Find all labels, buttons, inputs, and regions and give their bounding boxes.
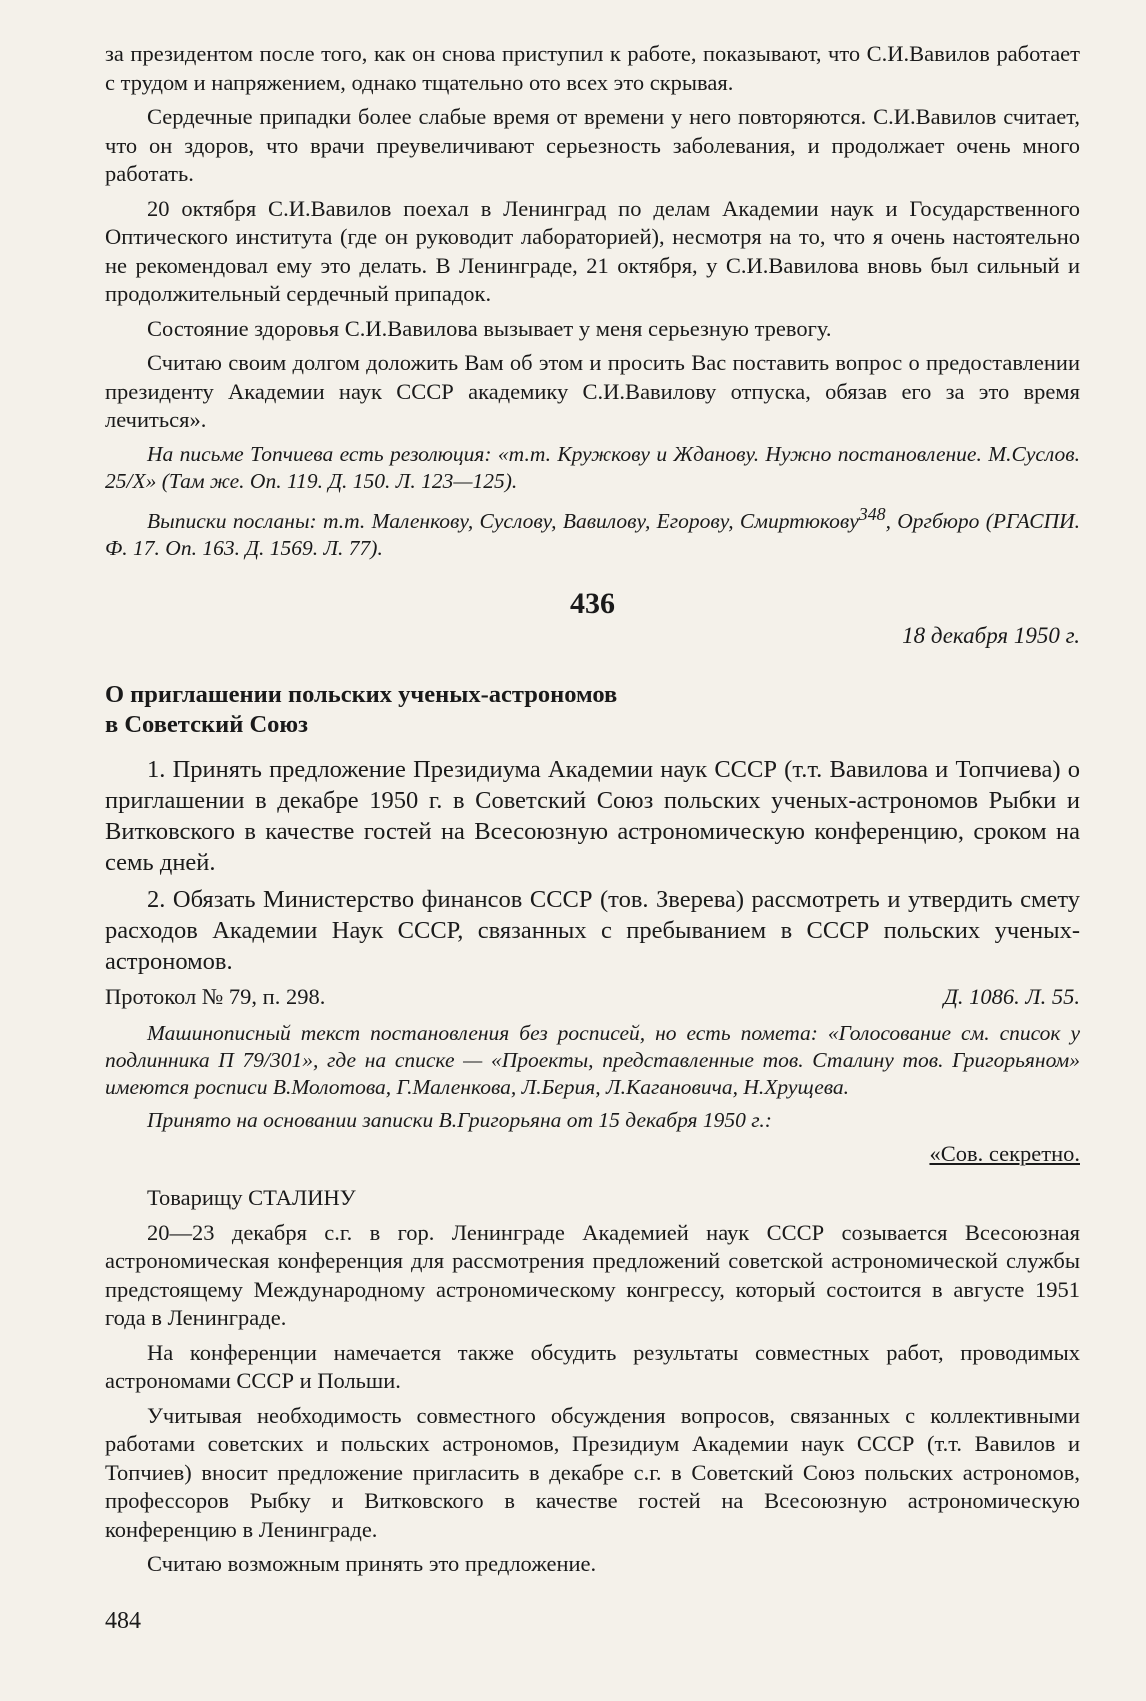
basis-note: Принято на основании записки В.Григорьяна от 15 декабря 1950 г.: xyxy=(147,1107,772,1132)
archive-ref: Д. 1086. Л. 55. xyxy=(943,984,1080,1010)
letter-paragraph: Учитывая необходимость совместного обсуждения вопросов, связанных с коллективными работами советских и польских астрономов, Президиум Академии наук СССР (т.т. Вавилов и Топчиев) вносит предложение пригласить в декабре с.г. в Советский Союз польских астрономов, профессоров Рыбку и Витковского в качестве гостей на Всесоюзную астрономическую конференцию в Ленинграде. xyxy=(105,1402,1080,1542)
letter-paragraph: На конференции намечается также обсудить результаты совместных работ, проводимых астрономами СССР и Польши. xyxy=(105,1339,1080,1394)
paragraph: 20 октября С.И.Вавилов поехал в Ленинград по делам Академии наук и Государственного Оптического института (где он руководит лабораторией), несмотря на то, что я очень настоятельно не рекомендовал ему это делать. В Ленинграде, 21 октября, у С.И.Вавилова вновь был сильный и продолжительный сердечный припадок. xyxy=(105,195,1080,306)
letter-paragraph: Считаю возможным принять это предложение. xyxy=(147,1551,597,1577)
resolution-note: На письме Топчиева есть резолюция: «т.т. Кружкову и Жданову. Нужно постановление. М.Суслов. 25/Х» (Там же. Оп. 119. Д. 150. Л. 123—125). xyxy=(105,441,1080,493)
extracts-note-archive: , Оргбюро (РГАСПИ. Ф. 17. Оп. 163. Д. 1569. Л. 77). xyxy=(105,508,1080,560)
protocol-ref: Протокол № 79, п. 298. xyxy=(105,984,326,1010)
paragraph: Сердечные припадки более слабые время от времени у него повторяются. С.И.Вавилов считает, что он здоров, что врачи преувеличивают серьезность заболевания, и продолжает очень много работать. xyxy=(105,104,1080,186)
title-line: в Советский Союз xyxy=(105,711,308,739)
page-number: 484 xyxy=(105,1608,141,1634)
addressee: Товарищу СТАЛИНУ xyxy=(147,1185,356,1211)
secret-mark xyxy=(105,1140,1080,1169)
document-number: 436 xyxy=(570,586,615,620)
paragraph: Состояние здоровья С.И.Вавилова вызывает у меня серьезную тревогу. xyxy=(147,315,832,341)
footnote-ref: 348 xyxy=(858,503,886,524)
secret-mark-text: «Сов. секретно. xyxy=(929,1140,1080,1166)
document-title xyxy=(105,680,1080,740)
paragraph: за президентом после того, как он снова приступил к работе, показывают, что С.И.Вавилов работает с трудом и напряжением, однако тщательно ото всех это скрывая. xyxy=(105,41,1080,95)
title-line: О приглашении польских ученых-астрономов xyxy=(105,681,618,709)
typescript-note: Машинописный текст постановления без росписей, но есть помета: «Голосование см. список у подлинника П 79/301», где на списке — «Проекты, представленные тов. Сталину тов. Григорьяном» имеются росписи В.Молотова, Г.Маленкова, Л.Берия, Л.Кагановича, Н.Хрущева. xyxy=(105,1020,1080,1099)
text-block xyxy=(105,40,1080,1585)
decision-item: 1. Принять предложение Президиума Академии наук СССР (т.т. Вавилова и Топчиева) о приглашении в декабре 1950 г. в Советский Союз польских ученых-астрономов Рыбки и Витковского в качестве гостей на Всесоюзную астрономическую конференцию, сроком на семь дней. xyxy=(105,756,1080,877)
protocol-line xyxy=(105,983,1080,1012)
extracts-note-text: Выписки посланы: т.т. Маленкову, Суслову, Вавилову, Егорову, Смиртюкову xyxy=(147,508,859,533)
extracts-note xyxy=(105,501,1080,562)
letter-paragraph: 20—23 декабря с.г. в гор. Ленинграде Академией наук СССР созывается Всесоюзная астрономическая конференция для рассмотрения предложений советской астрономической службы предстоящему Международному астрономическому конгрессу, который состоится в августе 1951 года в Ленинграде. xyxy=(105,1219,1080,1331)
decision-item: 2. Обязать Министерство финансов СССР (тов. Зверева) рассмотреть и утвердить смету расходов Академии Наук СССР, связанных с пребыванием в СССР польских ученых-астрономов. xyxy=(105,886,1080,976)
document-date: 18 декабря 1950 г. xyxy=(902,622,1080,648)
paragraph: Считаю своим долгом доложить Вам об этом и просить Вас поставить вопрос о предоставлении президенту Академии наук СССР академику С.И.Вавилову отпуска, обязав его за это время лечиться». xyxy=(105,350,1080,432)
